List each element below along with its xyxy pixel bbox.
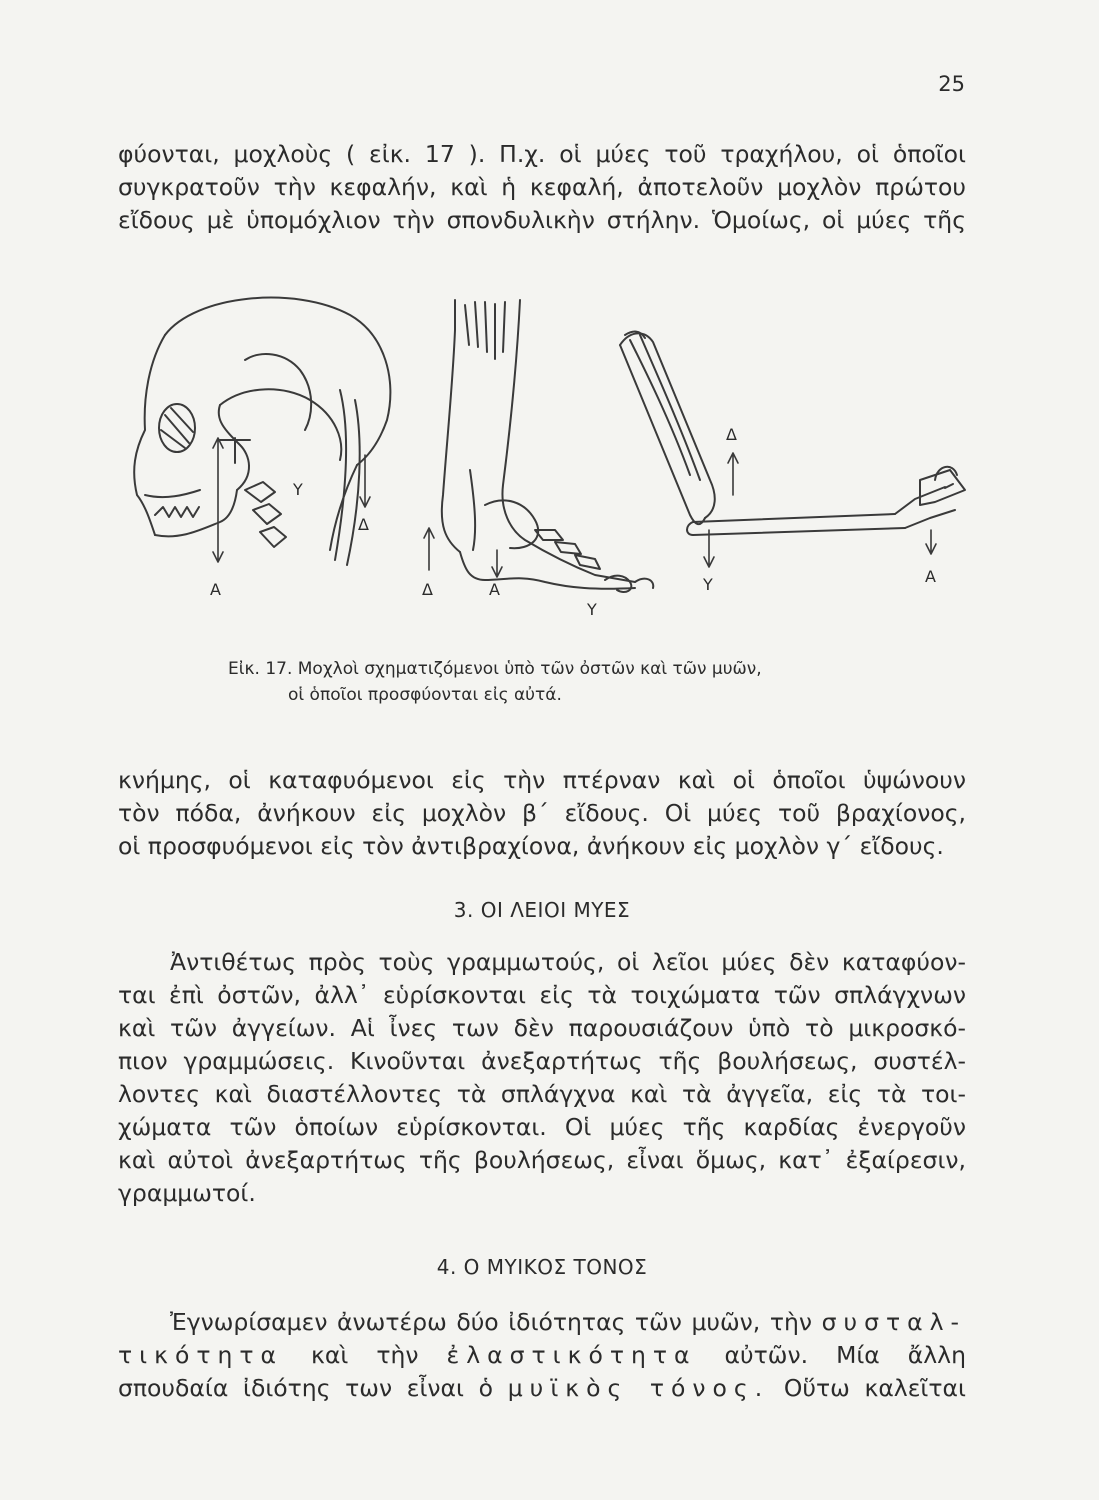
emphasis-spaced: τικότητα	[118, 1341, 284, 1369]
text-run: Οὕτω καλεῖται	[783, 1374, 966, 1402]
figure-caption	[228, 656, 928, 708]
paragraph-1	[118, 138, 966, 237]
caption-line-2: οἱ ὁποῖοι προσφύονται εἰς αὐτά.	[288, 685, 562, 705]
text-line: κνήμης, οἱ καταφυόμενοι εἰς τὴν πτέρναν καὶ οἱ ὁποῖοι ὑψώνουν	[118, 766, 966, 794]
page-number: 25	[938, 72, 965, 96]
text-run: καὶ τὴν	[311, 1341, 419, 1369]
arm-drawing	[620, 332, 965, 535]
label-arm-A: Α	[925, 567, 936, 586]
text-line: τὸν πόδα, ἀνήκουν εἰς μοχλὸν β΄ εἴδους. Οἱ μύες τοῦ βραχίονος,	[118, 799, 966, 827]
text-line: συγκρατοῦν τὴν κεφαλήν, καὶ ἡ κεφαλή, ἀποτελοῦν μοχλὸν πρώτου	[118, 173, 966, 201]
text-line: Ἀντιθέτως πρὸς τοὺς γραμμωτούς, οἱ λεῖοι μύες δὲν καταφύον-	[170, 948, 966, 976]
caption-line-1: Εἰκ. 17. Μοχλοὶ σχηματιζόμενοι ὑπὸ τῶν ὀστῶν καὶ τῶν μυῶν,	[228, 659, 762, 679]
text-run: Ἐγνωρίσαμεν ἀνωτέρω δύο ἰδιότητας τῶν μυῶν, τὴν	[170, 1308, 813, 1336]
text-line: ται ἐπὶ ὀστῶν, ἀλλ᾽ εὑρίσκονται εἰς τὰ τοιχώματα τῶν σπλάγχνων	[118, 981, 966, 1009]
text-line: πιον γραμμώσεις. Κινοῦνται ἀνεξαρτήτως τῆς βουλήσεως, συστέλ-	[118, 1047, 966, 1075]
section-4-heading: 4. Ο ΜΥΙΚΟΣ ΤΟΝΟΣ	[436, 1255, 648, 1279]
text-run: σπουδαία ἰδιότης των εἶναι ὁ	[118, 1374, 494, 1402]
section-4-paragraph	[118, 1306, 966, 1405]
text-line	[118, 1372, 966, 1405]
text-line: χώματα τῶν ὁποίων εὑρίσκονται. Οἱ μύες τῆς καρδίας ἐνεργοῦν	[118, 1113, 966, 1141]
text-line: γραμμωτοί.	[118, 1179, 256, 1207]
levers-illustration	[125, 290, 975, 625]
label-head-A: Α	[210, 580, 221, 599]
text-line	[118, 1306, 966, 1339]
label-arm-D: Δ	[726, 425, 737, 444]
text-line: οἱ προσφυόμενοι εἰς τὸν ἀντιβραχίονα, ἀνήκουν εἰς μοχλὸν γ΄ εἴδους.	[118, 832, 944, 860]
text-line: καὶ αὐτοὶ ἀνεξαρτήτως τῆς βουλήσεως, εἶναι ὅμως, κατ᾽ ἐξαίρεσιν,	[118, 1146, 966, 1174]
paragraph-2	[118, 764, 966, 863]
emphasis-spaced: συσταλ-	[821, 1308, 966, 1336]
text-line: καὶ τῶν ἀγγείων. Αἱ ἶνες των δὲν παρουσιάζουν ὑπὸ τὸ μικροσκό-	[118, 1014, 966, 1042]
label-head-Y: Υ	[293, 480, 303, 499]
text-line: λοντες καὶ διαστέλλοντες τὰ σπλάγχνα καὶ τὰ ἀγγεῖα, εἰς τὰ τοι-	[118, 1080, 966, 1108]
figure-17-levers	[125, 290, 975, 625]
text-line: εἴδους μὲ ὑπομόχλιον τὴν σπονδυλικὴν στήλην. Ὁμοίως, οἱ μύες τῆς	[118, 206, 966, 234]
section-3-heading: 3. ΟΙ ΛΕΙΟΙ ΜΥΕΣ	[453, 898, 631, 922]
section-3-paragraph	[118, 946, 966, 1210]
label-leg-D: Δ	[422, 580, 433, 599]
label-leg-A: Α	[489, 580, 500, 599]
label-leg-Y: Υ	[587, 600, 597, 619]
label-arm-Y: Υ	[703, 575, 713, 594]
text-run: αὐτῶν. Μία ἄλλη	[724, 1341, 966, 1369]
skull-drawing	[134, 298, 390, 565]
emphasis-spaced: ἐλαστικότητα	[446, 1341, 697, 1369]
emphasis-spaced: μυϊκὸς τόνος.	[507, 1374, 770, 1402]
label-head-D: Δ	[358, 515, 369, 534]
text-line	[118, 1339, 966, 1372]
text-line: φύονται, μοχλοὺς ( εἰκ. 17 ). Π.χ. οἱ μύες τοῦ τραχήλου, οἱ ὁποῖοι	[118, 140, 966, 168]
